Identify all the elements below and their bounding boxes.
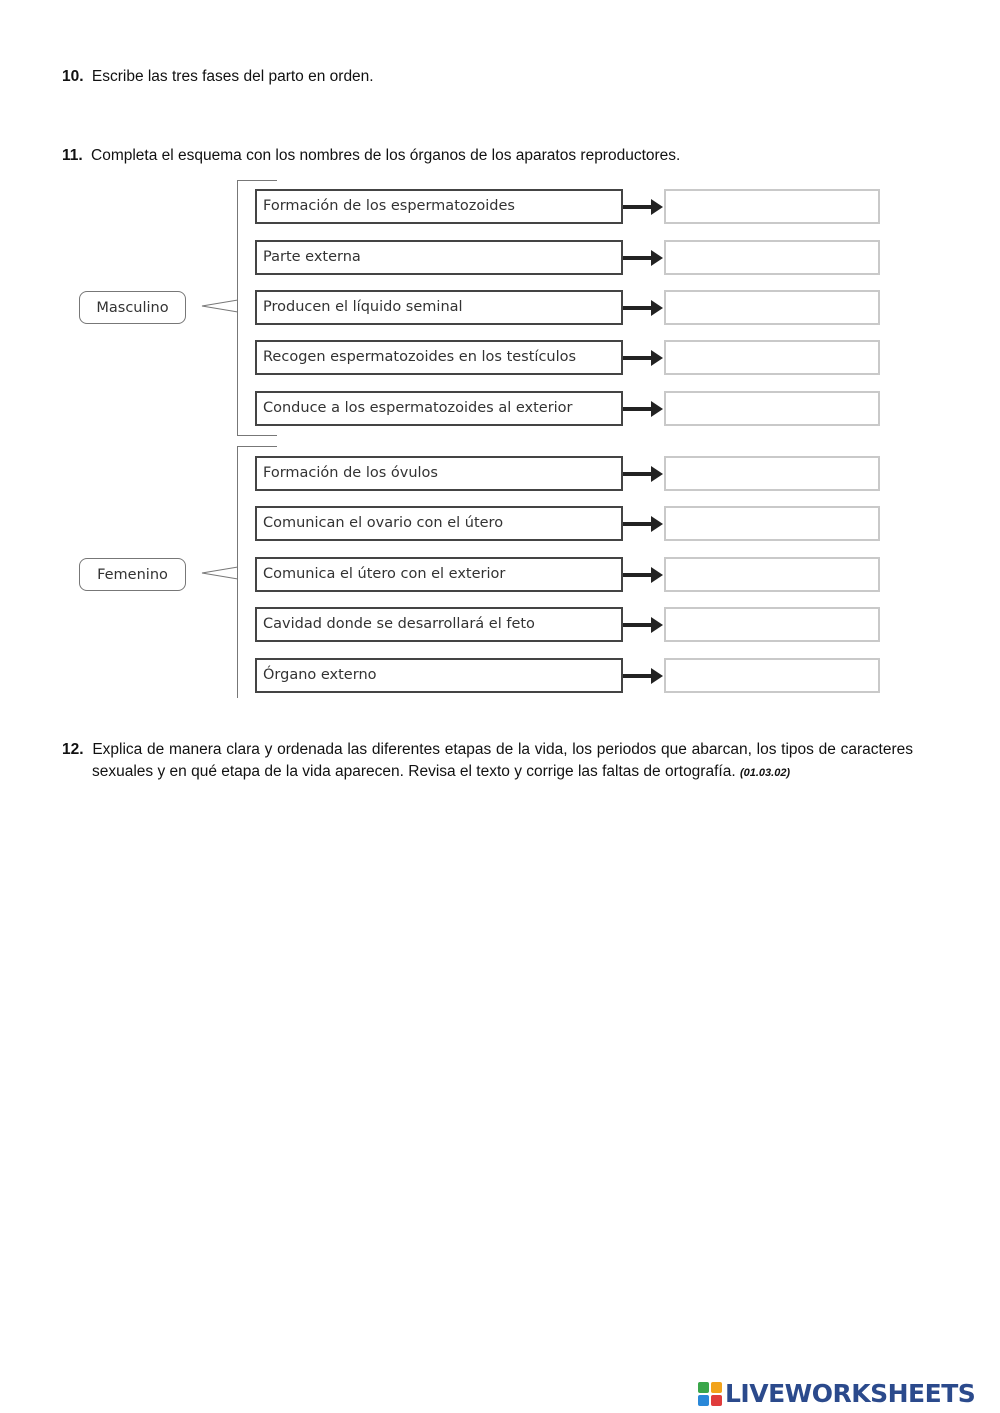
answer-input[interactable]	[664, 456, 880, 491]
question-number: 12.	[62, 741, 84, 758]
arrow-right-icon	[623, 248, 665, 268]
arrow-right-icon	[623, 348, 665, 368]
row-description: Producen el líquido seminal	[255, 290, 623, 325]
answer-input[interactable]	[664, 240, 880, 275]
arrow-right-icon	[623, 615, 665, 635]
question-text: Explica de manera clara y ordenada las diferentes etapas de la vida, los periodos que abarcan, los tipos de caracteres sexuales y en qué etapa de la vida aparecen. Revisa el texto y corrige las faltas de ortografía.	[92, 741, 914, 780]
arrow-right-icon	[623, 666, 665, 686]
question-12	[62, 739, 913, 784]
answer-input[interactable]	[664, 506, 880, 541]
row-description: Parte externa	[255, 240, 623, 275]
answer-input[interactable]	[664, 189, 880, 224]
arrow-right-icon	[623, 399, 665, 419]
question-10	[62, 66, 374, 88]
group-label-masculino: Masculino	[79, 291, 186, 324]
question-11	[62, 145, 680, 167]
answer-input[interactable]	[664, 290, 880, 325]
answer-input[interactable]	[664, 340, 880, 375]
answer-input[interactable]	[664, 391, 880, 426]
arrow-right-icon	[623, 514, 665, 534]
femenino-connector	[198, 565, 238, 581]
arrow-right-icon	[623, 197, 665, 217]
row-description: Cavidad donde se desarrollará el feto	[255, 607, 623, 642]
liveworksheets-mark-icon	[697, 1381, 723, 1407]
question-text: Completa el esquema con los nombres de los órganos de los aparatos reproductores.	[91, 147, 681, 164]
row-description: Comunica el útero con el exterior	[255, 557, 623, 592]
masculino-connector	[198, 298, 238, 314]
row-description: Formación de los óvulos	[255, 456, 623, 491]
question-number: 11.	[62, 147, 83, 164]
question-reference: (01.03.02)	[739, 767, 791, 779]
row-description: Recogen espermatozoides en los testículos	[255, 340, 623, 375]
answer-input[interactable]	[664, 658, 880, 693]
question-number: 10.	[62, 68, 84, 85]
row-description: Comunican el ovario con el útero	[255, 506, 623, 541]
row-description: Formación de los espermatozoides	[255, 189, 623, 224]
answer-input[interactable]	[664, 557, 880, 592]
arrow-right-icon	[623, 565, 665, 585]
group-label-femenino: Femenino	[79, 558, 186, 591]
row-description: Conduce a los espermatozoides al exterior	[255, 391, 623, 426]
arrow-right-icon	[623, 298, 665, 318]
liveworksheets-logo	[697, 1381, 975, 1407]
question-text: Escribe las tres fases del parto en orden.	[91, 68, 374, 85]
row-description: Órgano externo	[255, 658, 623, 693]
answer-input[interactable]	[664, 607, 880, 642]
arrow-right-icon	[623, 464, 665, 484]
logo-text: LIVEWORKSHEETS	[725, 1379, 976, 1408]
